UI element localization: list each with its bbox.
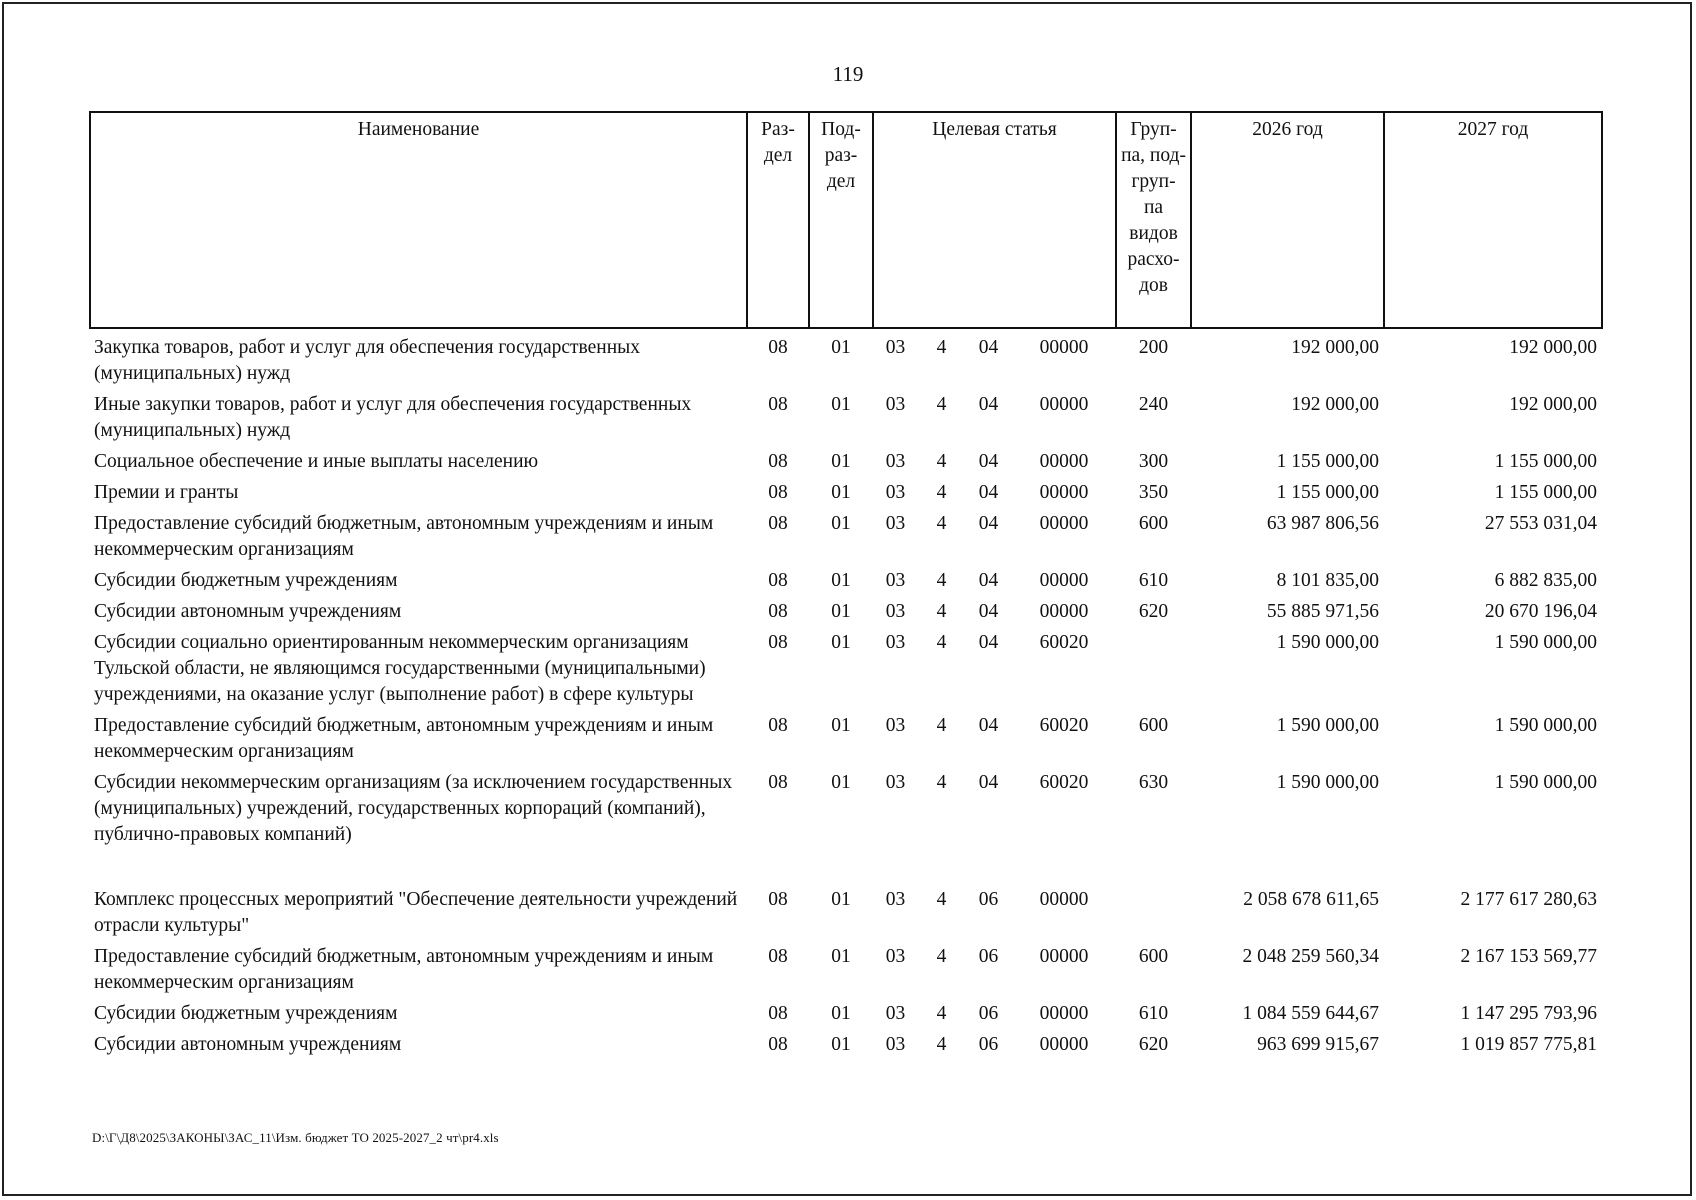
table-row (90, 999, 1602, 1030)
cell-target-direction: 00000 (1039, 601, 1089, 622)
cell-target-subprogram: 04 (978, 394, 999, 415)
cell-target-program: 03 (885, 451, 906, 472)
cell-expense-group: 200 (1138, 337, 1169, 358)
cell-subsection: 01 (831, 1003, 851, 1024)
cell-section: 08 (768, 570, 788, 591)
cell-target-program: 03 (885, 1034, 906, 1055)
table-header (90, 112, 1602, 328)
cell-target-direction: 00000 (1039, 1003, 1089, 1024)
file-path: D:\Г\Д8\2025\ЗАКОНЫ\ЗАС_11\Изм. бюджет ТО 2025-2027_2 чт\pr4.xls (92, 1130, 499, 1145)
cell-name: Субсидии бюджетным учреждениям (94, 570, 398, 591)
table-row (90, 885, 1602, 942)
cell-name: Предоставление субсидий бюджетным, автономным учреждениям и иным некоммерческим организациям (94, 946, 714, 993)
cell-amount-2026: 55 885 971,56 (1266, 601, 1380, 622)
cell-expense-group: 610 (1138, 570, 1169, 591)
table-row (90, 942, 1602, 999)
cell-amount-2027: 20 670 196,04 (1484, 601, 1598, 622)
cell-target-direction: 00000 (1039, 513, 1089, 534)
cell-expense-group: 620 (1138, 601, 1169, 622)
cell-amount-2026: 1 155 000,00 (1276, 451, 1380, 472)
cell-subsection: 01 (831, 337, 851, 358)
cell-amount-2026: 1 590 000,00 (1276, 632, 1380, 653)
cell-name: Субсидии автономным учреждениям (94, 1034, 402, 1055)
cell-name: Субсидии автономным учреждениям (94, 601, 402, 622)
cell-amount-2027: 6 882 835,00 (1494, 570, 1598, 591)
cell-target-program: 03 (885, 394, 906, 415)
cell-target-direction: 00000 (1039, 889, 1089, 910)
cell-amount-2026: 963 699 915,67 (1257, 1034, 1380, 1055)
header-section: Раз- дел (747, 112, 809, 328)
cell-amount-2027: 1 155 000,00 (1494, 451, 1598, 472)
header-name: Наименование (90, 112, 747, 328)
cell-target-direction: 00000 (1039, 1034, 1089, 1055)
cell-target-direction: 60020 (1039, 632, 1089, 653)
budget-table (89, 111, 1603, 1061)
cell-amount-2027: 1 147 295 793,96 (1460, 1003, 1598, 1024)
cell-target-direction: 60020 (1039, 772, 1089, 793)
cell-amount-2027: 1 019 857 775,81 (1460, 1034, 1598, 1055)
cell-target-subprogram: 04 (978, 715, 999, 736)
cell-target-direction: 00000 (1039, 337, 1089, 358)
cell-amount-2027: 2 167 153 569,77 (1460, 946, 1598, 967)
cell-target-type: 4 (936, 946, 947, 967)
cell-subsection: 01 (831, 394, 851, 415)
cell-amount-2027: 192 000,00 (1509, 394, 1598, 415)
cell-section: 08 (768, 889, 788, 910)
cell-target-program: 03 (885, 482, 906, 503)
cell-amount-2027: 1 155 000,00 (1494, 482, 1598, 503)
cell-expense-group: 350 (1138, 482, 1169, 503)
table-row (90, 478, 1602, 509)
cell-name: Иные закупки товаров, работ и услуг для обеспечения государственных (муниципальных) нужд (94, 394, 692, 441)
cell-expense-group: 240 (1138, 394, 1169, 415)
header-target-item: Целевая статья (873, 112, 1116, 328)
cell-target-program: 03 (885, 889, 906, 910)
cell-amount-2027: 1 590 000,00 (1494, 772, 1598, 793)
cell-target-type: 4 (936, 772, 947, 793)
cell-name: Субсидии социально ориентированным некоммерческим организациям Тульской области, не являющимся государственными (муниципальными) учреждениями, на оказание услуг (выполнение работ) в сфере культуры (94, 632, 706, 705)
cell-subsection: 01 (831, 889, 851, 910)
cell-amount-2026: 1 084 559 644,67 (1242, 1003, 1380, 1024)
cell-target-subprogram: 06 (978, 1034, 999, 1055)
cell-subsection: 01 (831, 632, 851, 653)
cell-subsection: 01 (831, 946, 851, 967)
cell-name: Предоставление субсидий бюджетным, автономным учреждениям и иным некоммерческим организациям (94, 715, 714, 762)
header-year-2026: 2026 год (1191, 112, 1384, 328)
cell-section: 08 (768, 451, 788, 472)
cell-amount-2026: 1 155 000,00 (1276, 482, 1380, 503)
header-expense-group: Груп- па, под- груп- па видов расхо- дов (1116, 112, 1191, 328)
table-row (90, 390, 1602, 447)
cell-target-type: 4 (936, 601, 947, 622)
cell-name: Социальное обеспечение и иные выплаты населению (94, 451, 539, 472)
cell-section: 08 (768, 772, 788, 793)
cell-section: 08 (768, 601, 788, 622)
cell-target-subprogram: 04 (978, 632, 999, 653)
cell-name: Комплекс процессных мероприятий "Обеспечение деятельности учреждений отрасли культуры" (94, 889, 738, 936)
cell-target-direction: 00000 (1039, 482, 1089, 503)
cell-name: Субсидии бюджетным учреждениям (94, 1003, 398, 1024)
cell-target-type: 4 (936, 337, 947, 358)
cell-section: 08 (768, 394, 788, 415)
table-row (90, 509, 1602, 566)
cell-subsection: 01 (831, 451, 851, 472)
cell-target-type: 4 (936, 394, 947, 415)
cell-expense-group (1116, 628, 1191, 711)
cell-target-program: 03 (885, 772, 906, 793)
header-year-2027: 2027 год (1384, 112, 1602, 328)
cell-target-direction: 00000 (1039, 570, 1089, 591)
cell-target-subprogram: 04 (978, 601, 999, 622)
cell-section: 08 (768, 1003, 788, 1024)
cell-target-subprogram: 04 (978, 570, 999, 591)
table-row (90, 711, 1602, 768)
cell-target-direction: 00000 (1039, 451, 1089, 472)
cell-section: 08 (768, 513, 788, 534)
row-spacer (90, 851, 1602, 885)
table-body (90, 328, 1602, 1061)
cell-target-direction: 00000 (1039, 946, 1089, 967)
cell-section: 08 (768, 715, 788, 736)
cell-subsection: 01 (831, 601, 851, 622)
cell-target-program: 03 (885, 513, 906, 534)
table-row (90, 566, 1602, 597)
cell-target-subprogram: 04 (978, 772, 999, 793)
cell-section: 08 (768, 946, 788, 967)
cell-amount-2026: 8 101 835,00 (1276, 570, 1380, 591)
cell-target-type: 4 (936, 451, 947, 472)
cell-target-type: 4 (936, 1003, 947, 1024)
cell-amount-2027: 2 177 617 280,63 (1460, 889, 1598, 910)
cell-section: 08 (768, 482, 788, 503)
cell-target-program: 03 (885, 632, 906, 653)
cell-target-type: 4 (936, 482, 947, 503)
cell-target-type: 4 (936, 889, 947, 910)
cell-section: 08 (768, 337, 788, 358)
cell-subsection: 01 (831, 715, 851, 736)
cell-target-program: 03 (885, 1003, 906, 1024)
cell-target-subprogram: 06 (978, 946, 999, 967)
cell-subsection: 01 (831, 1034, 851, 1055)
cell-target-subprogram: 04 (978, 451, 999, 472)
cell-amount-2026: 192 000,00 (1291, 394, 1380, 415)
header-subsection: Под- раз- дел (809, 112, 873, 328)
cell-section: 08 (768, 632, 788, 653)
table-row (90, 628, 1602, 711)
table-row (90, 1030, 1602, 1061)
table-row (90, 597, 1602, 628)
cell-amount-2026: 1 590 000,00 (1276, 715, 1380, 736)
cell-target-type: 4 (936, 632, 947, 653)
cell-target-type: 4 (936, 570, 947, 591)
cell-amount-2027: 1 590 000,00 (1494, 715, 1598, 736)
cell-name: Премии и гранты (94, 482, 239, 503)
cell-expense-group: 630 (1138, 772, 1169, 793)
cell-expense-group: 300 (1138, 451, 1169, 472)
cell-target-program: 03 (885, 570, 906, 591)
cell-amount-2026: 2 048 259 560,34 (1242, 946, 1380, 967)
cell-expense-group (1116, 885, 1191, 942)
cell-target-type: 4 (936, 1034, 947, 1055)
table-row (90, 447, 1602, 478)
cell-section: 08 (768, 1034, 788, 1055)
cell-amount-2026: 2 058 678 611,65 (1243, 889, 1380, 910)
cell-target-direction: 60020 (1039, 715, 1089, 736)
cell-amount-2027: 192 000,00 (1509, 337, 1598, 358)
cell-target-subprogram: 06 (978, 889, 999, 910)
table-row (90, 333, 1602, 390)
cell-subsection: 01 (831, 772, 851, 793)
cell-target-type: 4 (936, 715, 947, 736)
cell-subsection: 01 (831, 570, 851, 591)
cell-subsection: 01 (831, 513, 851, 534)
cell-target-type: 4 (936, 513, 947, 534)
cell-subsection: 01 (831, 482, 851, 503)
cell-expense-group: 620 (1138, 1034, 1169, 1055)
cell-expense-group: 600 (1138, 715, 1169, 736)
cell-name: Закупка товаров, работ и услуг для обеспечения государственных (муниципальных) нужд (94, 337, 641, 384)
cell-target-direction: 00000 (1039, 394, 1089, 415)
table-row (90, 768, 1602, 851)
cell-target-subprogram: 04 (978, 513, 999, 534)
cell-amount-2026: 192 000,00 (1291, 337, 1380, 358)
cell-target-program: 03 (885, 337, 906, 358)
cell-amount-2027: 1 590 000,00 (1494, 632, 1598, 653)
cell-target-program: 03 (885, 715, 906, 736)
cell-expense-group: 610 (1138, 1003, 1169, 1024)
cell-amount-2027: 27 553 031,04 (1484, 513, 1598, 534)
cell-amount-2026: 63 987 806,56 (1266, 513, 1380, 534)
cell-target-program: 03 (885, 601, 906, 622)
cell-target-subprogram: 06 (978, 1003, 999, 1024)
cell-target-subprogram: 04 (978, 337, 999, 358)
cell-amount-2026: 1 590 000,00 (1276, 772, 1380, 793)
page-number: 119 (832, 62, 864, 86)
cell-target-program: 03 (885, 946, 906, 967)
cell-target-subprogram: 04 (978, 482, 999, 503)
cell-expense-group: 600 (1138, 946, 1169, 967)
cell-expense-group: 600 (1138, 513, 1169, 534)
cell-name: Субсидии некоммерческим организациям (за исключением государственных (муниципальных) учреждений, государственных корпораций (компаний), публично-правовых компаний) (94, 772, 733, 845)
cell-name: Предоставление субсидий бюджетным, автономным учреждениям и иным некоммерческим организациям (94, 513, 714, 560)
